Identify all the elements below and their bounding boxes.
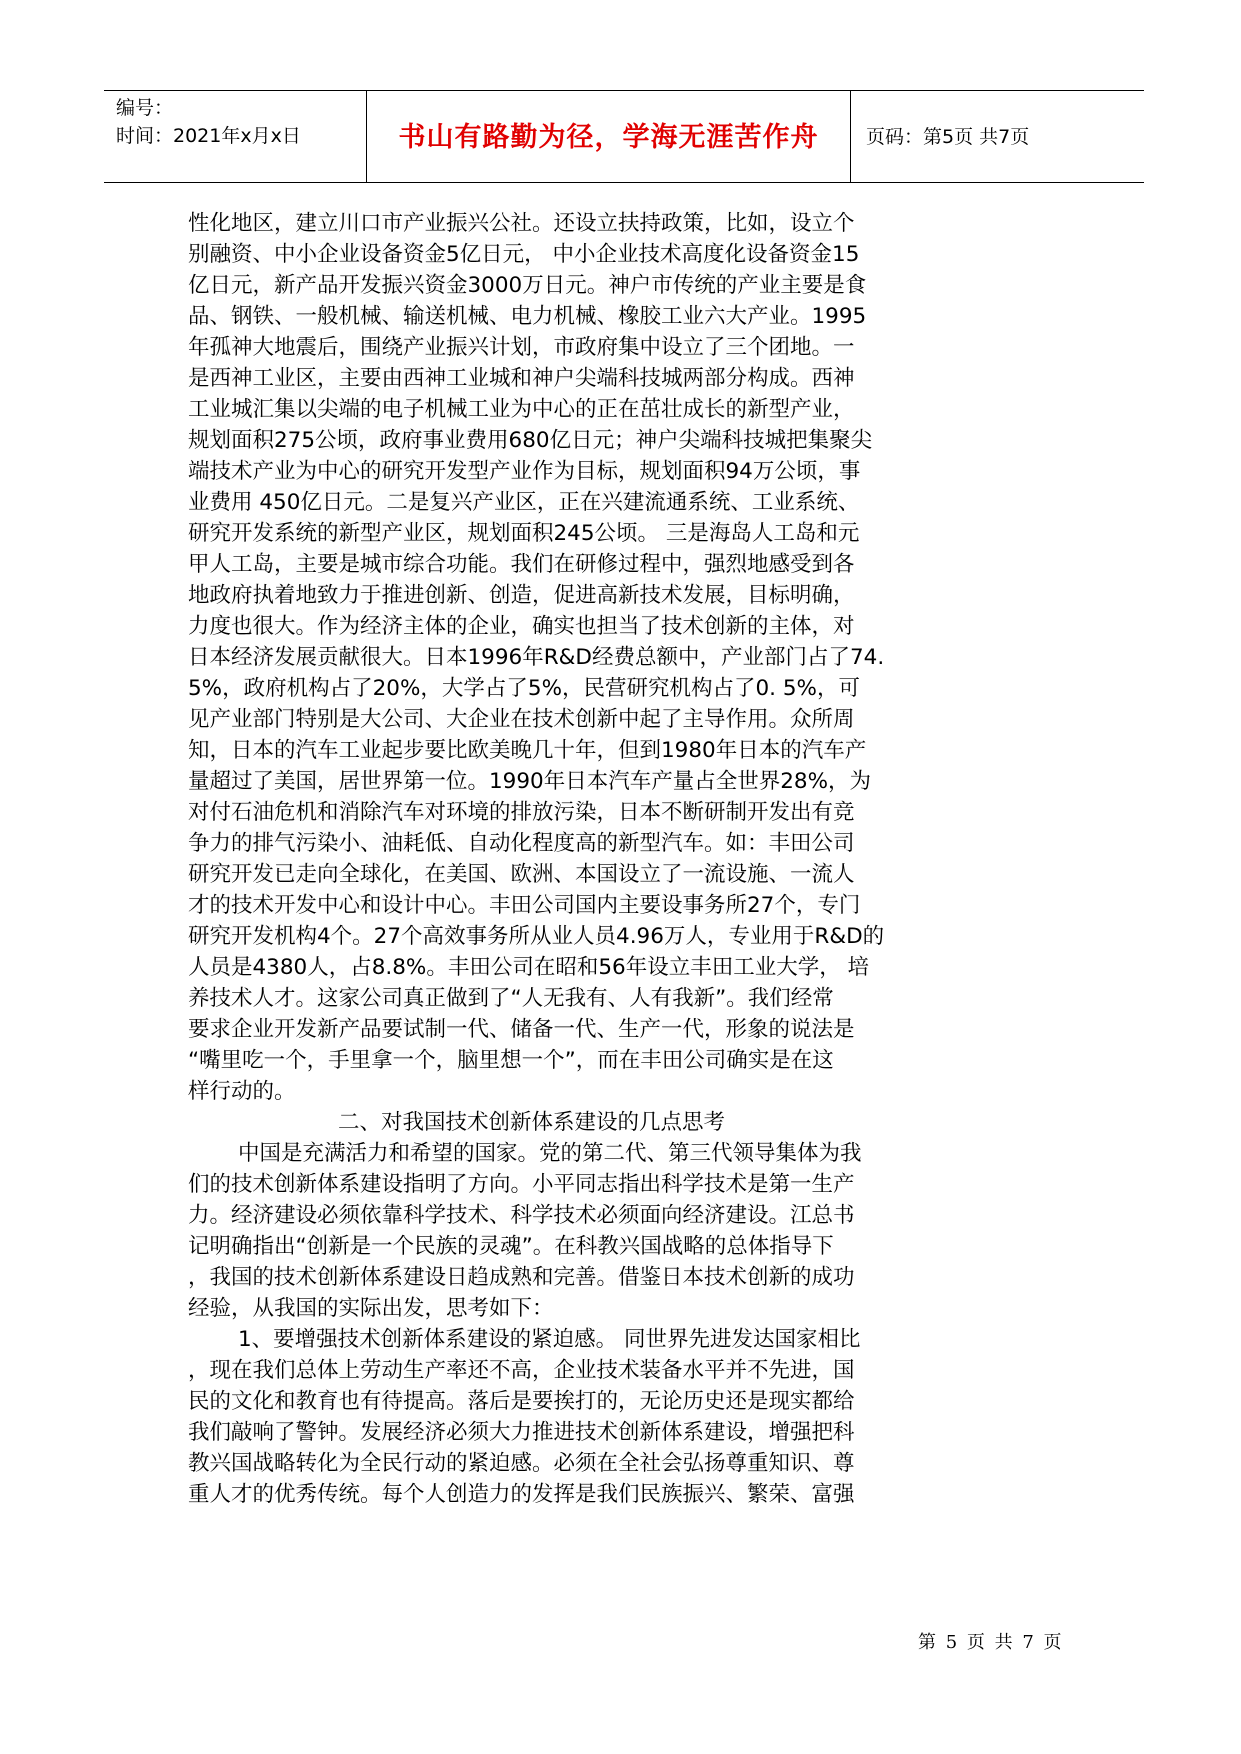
body-line: 规划面积275公顷，政府事业费用680亿日元；神户尖端科技城把集聚尖 [188, 428, 873, 453]
body-line: 见产业部门特别是大公司、大企业在技术创新中起了主导作用。众所周 [188, 707, 855, 732]
header-time-label: 时间：2021年x月x日 [116, 125, 301, 147]
body-line: 日本经济发展贡献很大。日本1996年R&D经费总额中，产业部门占了74. [188, 645, 885, 670]
body-line: 研究开发机构4个。27个高效事务所从业人员4.96万人，专业用于R&D的 [188, 924, 885, 949]
body-line: 研究开发系统的新型产业区，规划面积245公顷。 三是海岛人工岛和元 [188, 521, 860, 546]
header-divider-right [850, 90, 851, 183]
body-line: 中国是充满活力和希望的国家。党的第二代、第三代领导集体为我 [238, 1141, 862, 1166]
body-line: 别融资、中小企业设备资金5亿日元， 中小企业技术高度化设备资金15 [188, 242, 860, 267]
body-line: 品、钢铁、一般机械、输送机械、电力机械、橡胶工业六大产业。1995 [188, 304, 867, 329]
body-line: 力。经济建设必须依靠科学技术、科学技术必须面向经济建设。江总书 [188, 1203, 855, 1228]
body-line: 教兴国战略转化为全民行动的紧迫感。必须在全社会弘扬尊重知识、尊 [188, 1451, 855, 1476]
header-meta [116, 94, 301, 150]
body-line: 我们敲响了警钟。发展经济必须大力推进技术创新体系建设，增强把科 [188, 1420, 855, 1445]
body-line: 才的技术开发中心和设计中心。丰田公司国内主要设事务所27个，专门 [188, 893, 861, 918]
body-line: 养技术人才。这家公司真正做到了“人无我有、人有我新”。我们经常 [188, 986, 834, 1011]
page-footer: 第 5 页 共 7 页 [918, 1632, 1064, 1653]
body-line: 工业城汇集以尖端的电子机械工业为中心的正在茁壮成长的新型产业， [188, 397, 855, 422]
body-line: 年孤神大地震后，围绕产业振兴计划，市政府集中设立了三个团地。一 [188, 335, 855, 360]
header-top-rule [104, 90, 1144, 91]
body-line: 人员是4380人，占8.8%。丰田公司在昭和56年设立丰田工业大学， 培 [188, 955, 870, 980]
body-line: 性化地区，建立川口市产业振兴公社。还设立扶持政策，比如，设立个 [188, 211, 855, 236]
body-line: 争力的排气污染小、油耗低、自动化程度高的新型汽车。如：丰田公司 [188, 831, 855, 856]
body-line: 研究开发已走向全球化，在美国、欧洲、本国设立了一流设施、一流人 [188, 862, 855, 887]
header-page-code: 页码：第5页 共7页 [866, 126, 1030, 148]
body-line: 是西神工业区，主要由西神工业城和神户尖端科技城两部分构成。西神 [188, 366, 855, 391]
page-header [104, 90, 1144, 184]
body-line: 亿日元，新产品开发振兴资金3000万日元。神户市传统的产业主要是食 [188, 273, 867, 298]
body-line: 业费用 450亿日元。二是复兴产业区，正在兴建流通系统、工业系统、 [188, 490, 860, 515]
body-line: ，我国的技术创新体系建设日趋成熟和完善。借鉴日本技术创新的成功 [188, 1265, 855, 1290]
header-motto: 书山有路勤为径，学海无涯苦作舟 [398, 122, 819, 153]
body-line: 甲人工岛，主要是城市综合功能。我们在研修过程中，强烈地感受到各 [188, 552, 855, 577]
body-line: ，现在我们总体上劳动生产率还不高，企业技术装备水平并不先进，国 [188, 1358, 855, 1383]
body-line: 知，日本的汽车工业起步要比欧美晚几十年，但到1980年日本的汽车产 [188, 738, 867, 763]
body-line: 样行动的。 [188, 1079, 296, 1104]
body-line: 力度也很大。作为经济主体的企业，确实也担当了技术创新的主体，对 [188, 614, 855, 639]
section-title: 二、对我国技术创新体系建设的几点思考 [338, 1110, 726, 1135]
header-number-label: 编号： [116, 97, 174, 119]
body-line: 5%，政府机构占了20%，大学占了5%，民营研究机构占了0. 5%，可 [188, 676, 860, 701]
body-line: 地政府执着地致力于推进创新、创造，促进高新技术发展，目标明确， [188, 583, 855, 608]
body-line: 1、要增强技术创新体系建设的紧迫感。 同世界先进发达国家相比 [238, 1327, 861, 1352]
body-line: 记明确指出“创新是一个民族的灵魂”。在科教兴国战略的总体指导下 [188, 1234, 834, 1259]
header-bottom-rule [104, 182, 1144, 183]
body-line: 重人才的优秀传统。每个人创造力的发挥是我们民族振兴、繁荣、富强 [188, 1482, 855, 1507]
body-line: 们的技术创新体系建设指明了方向。小平同志指出科学技术是第一生产 [188, 1172, 855, 1197]
body-line: “嘴里吃一个，手里拿一个，脑里想一个”，而在丰田公司确实是在这 [188, 1048, 834, 1073]
body-line: 要求企业开发新产品要试制一代、储备一代、生产一代，形象的说法是 [188, 1017, 855, 1042]
body-line: 端技术产业为中心的研究开发型产业作为目标，规划面积94万公顷，事 [188, 459, 861, 484]
document-body [188, 208, 1068, 1510]
body-line: 民的文化和教育也有待提高。落后是要挨打的，无论历史还是现实都给 [188, 1389, 855, 1414]
body-line: 量超过了美国，居世界第一位。1990年日本汽车产量占全世界28%，为 [188, 769, 872, 794]
body-line: 经验，从我国的实际出发，思考如下： [188, 1296, 554, 1321]
body-line: 对付石油危机和消除汽车对环境的排放污染，日本不断研制开发出有竞 [188, 800, 855, 825]
